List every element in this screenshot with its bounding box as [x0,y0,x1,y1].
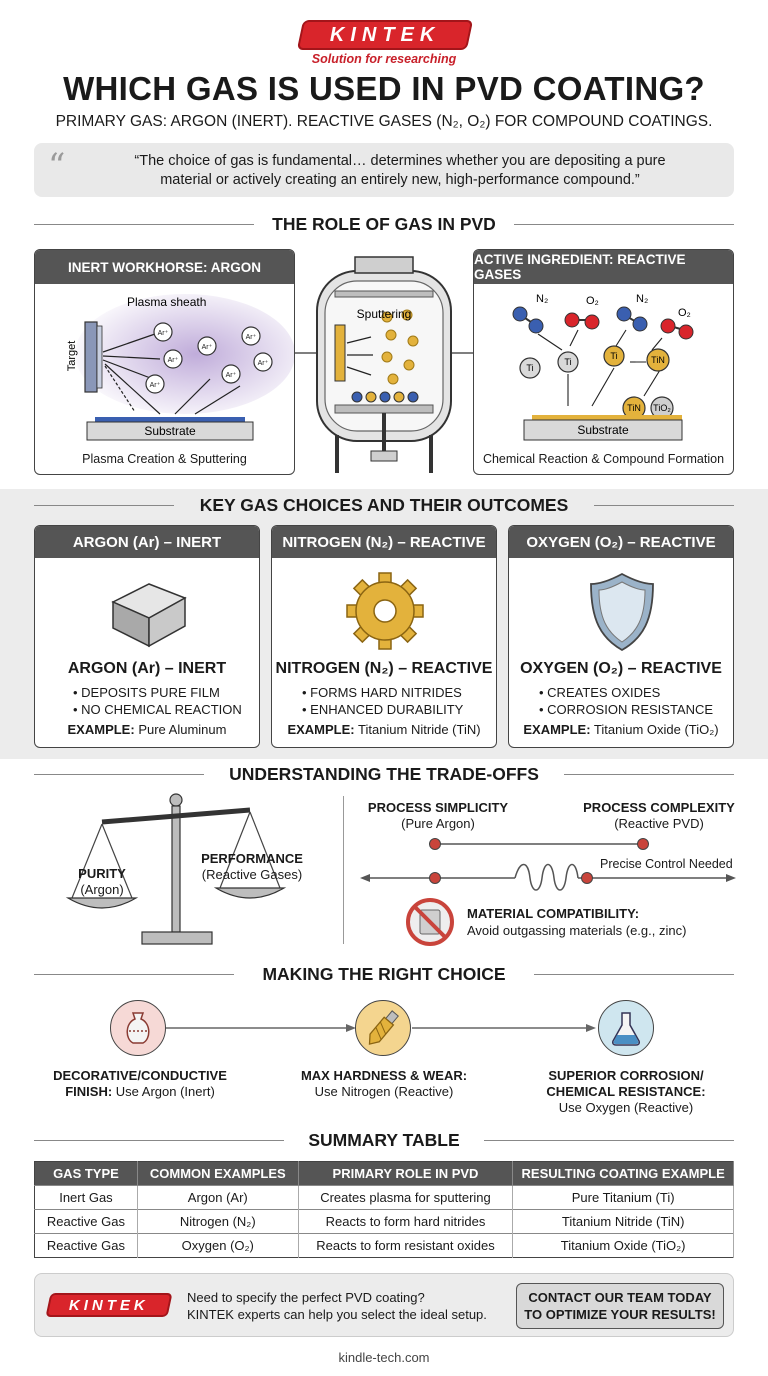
tin-label: TiN [651,355,665,365]
panel-caption: Chemical Reaction & Compound Formation [482,452,725,466]
sputtering-label: Sputtering [356,307,412,321]
substrate-label: Substrate [144,424,196,438]
o2-label: O₂ [678,307,691,319]
page-subtitle: PRIMARY GAS: ARGON (INERT). REACTIVE GASES (N₂, O₂) FOR COMPOUND COATINGS. [55,113,713,130]
gas-card-nitrogen [271,525,497,748]
panel-head: ACTIVE INGREDIENT: REACTIVE GASES [474,250,733,284]
simplicity-label: PROCESS SIMPLICITY (Pure Argon) [367,800,509,831]
choice-circle [355,1000,411,1056]
ion-label: Ar⁺ [201,344,213,351]
performance-label: PERFORMANCE (Reactive Gases) [201,851,303,882]
footer-text: Need to specify the perfect PVD coating? KINTEK experts can help you select the ideal setup. [187,1290,487,1322]
reaction-diagram [474,284,734,475]
tio2-label: TiO₂ [653,403,671,413]
card-example: EXAMPLE: Titanium Oxide (TiO₂) [523,722,719,737]
choice-text-nitrogen: MAX HARDNESS & WEAR: Use Nitrogen (Reactive) [300,1068,468,1099]
ion-label: Ar⁺ [225,372,237,379]
card-title: NITROGEN (N₂) – REACTIVE [275,660,493,677]
panel-inert-argon [34,249,295,475]
table-row [35,1234,734,1258]
page-title: WHICH GAS IS USED IN PVD COATING? [63,70,705,107]
section-title-gases: KEY GAS CHOICES AND THEIR OUTCOMES [199,495,569,515]
section-title-role: THE ROLE OF GAS IN PVD [272,214,496,234]
footer-kintek-logo: KINTEK [45,1293,172,1317]
no-outgassing-icon [404,896,456,948]
flask-icon [599,1001,653,1055]
table-row [35,1210,734,1234]
vacuum-chamber-icon [295,245,473,475]
kintek-logo: KINTEK [297,20,473,50]
column-header: PRIMARY ROLE IN PVD [298,1162,513,1186]
section-title-choice: MAKING THE RIGHT CHOICE [262,964,506,984]
choice-text-argon: DECORATIVE/CONDUCTIVE FINISH: Use Argon (Inert) [53,1068,227,1099]
n2-label: N₂ [636,293,649,305]
card-bullets: • FORMS HARD NITRIDES • ENHANCED DURABILITY [302,685,464,717]
ion-label: Ar⁺ [167,357,179,364]
column-header: RESULTING COATING EXAMPLE [513,1162,734,1186]
card-bullets: • CREATES OXIDES • CORROSION RESISTANCE [539,685,714,717]
drill-bit-icon [356,1001,410,1055]
summary-table [34,1161,734,1258]
table-row [35,1186,734,1210]
contact-team-button[interactable]: CONTACT OUR TEAM TODAY TO OPTIMIZE YOUR RESULTS! [516,1283,724,1329]
choice-text-oxygen: SUPERIOR CORROSION/ CHEMICAL RESISTANCE: Use Oxygen (Reactive) [546,1068,706,1115]
table-cell: Pure Titanium (Ti) [513,1186,734,1210]
purity-label: PURITY (Argon) [78,866,126,897]
card-title: ARGON (Ar) – INERT [67,660,227,677]
panel-head: INERT WORKHORSE: ARGON [35,250,294,284]
gas-card-argon [34,525,260,748]
card-head: ARGON (Ar) – INERT [35,526,259,558]
ion-label: Ar⁺ [257,360,269,367]
n2-label: N₂ [536,293,549,305]
plasma-label: Plasma sheath [127,295,207,309]
sputtering-diagram [35,284,295,475]
ion-label: Ar⁺ [149,382,161,389]
ti-label: Ti [564,357,572,367]
table-cell: Reacts to form resistant oxides [298,1234,513,1258]
table-cell: Reacts to form hard nitrides [298,1210,513,1234]
card-example: EXAMPLE: Titanium Nitride (TiN) [287,722,481,737]
table-cell: Oxygen (O₂) [137,1234,298,1258]
tagline: Solution for researching [311,52,457,66]
section-title-tradeoffs: UNDERSTANDING THE TRADE-OFFS [229,764,539,784]
quote-icon: “ [48,146,66,186]
shield-icon [587,570,657,652]
card-head: NITROGEN (N₂) – REACTIVE [272,526,496,558]
gear-icon [344,570,426,652]
o2-label: O₂ [586,295,599,307]
compatibility-note: MATERIAL COMPATIBILITY: Avoid outgassing materials (e.g., zinc) [467,906,687,938]
complexity-label: PROCESS COMPLEXITY (Reactive PVD) [583,800,735,831]
ion-label: Ar⁺ [245,334,257,341]
substrate-label: Substrate [577,423,629,437]
table-cell: Titanium Oxide (TiO₂) [513,1234,734,1258]
column-header: COMMON EXAMPLES [137,1162,298,1186]
table-cell: Reactive Gas [35,1234,138,1258]
table-cell: Titanium Nitride (TiN) [513,1210,734,1234]
card-head: OXYGEN (O₂) – REACTIVE [509,526,733,558]
table-cell: Nitrogen (N₂) [137,1210,298,1234]
card-title: OXYGEN (O₂) – REACTIVE [520,660,722,677]
choice-circle [110,1000,166,1056]
panel-reactive-gases [473,249,734,475]
vase-icon [111,1001,165,1055]
table-cell: Argon (Ar) [137,1186,298,1210]
quote-text: “The choice of gas is fundamental… determines whether you are depositing a pure material or actively creating an entirely new, high-performance compound.” [134,153,666,188]
section-title-summary: SUMMARY TABLE [308,1130,460,1150]
column-header: GAS TYPE [35,1162,138,1186]
tin-label: TiN [627,403,641,413]
ti-label: Ti [610,351,618,361]
choice-circle [598,1000,654,1056]
divider [343,796,344,944]
target-label: Target [66,340,78,372]
precise-control-label: Precise Control Needed [600,857,733,871]
website-link[interactable]: kindle-tech.com [338,1350,430,1365]
card-bullets: • DEPOSITS PURE FILM • NO CHEMICAL REACTION [73,685,242,717]
table-cell: Reactive Gas [35,1210,138,1234]
table-header-row [35,1162,734,1186]
cube-icon [105,576,191,648]
table-cell: Creates plasma for sputtering [298,1186,513,1210]
table-cell: Inert Gas [35,1186,138,1210]
gas-card-oxygen [508,525,734,748]
ti-label: Ti [526,363,534,373]
ion-label: Ar⁺ [157,330,169,337]
card-example: EXAMPLE: Pure Aluminum [67,722,227,737]
panel-caption: Plasma Creation & Sputtering [82,452,247,466]
